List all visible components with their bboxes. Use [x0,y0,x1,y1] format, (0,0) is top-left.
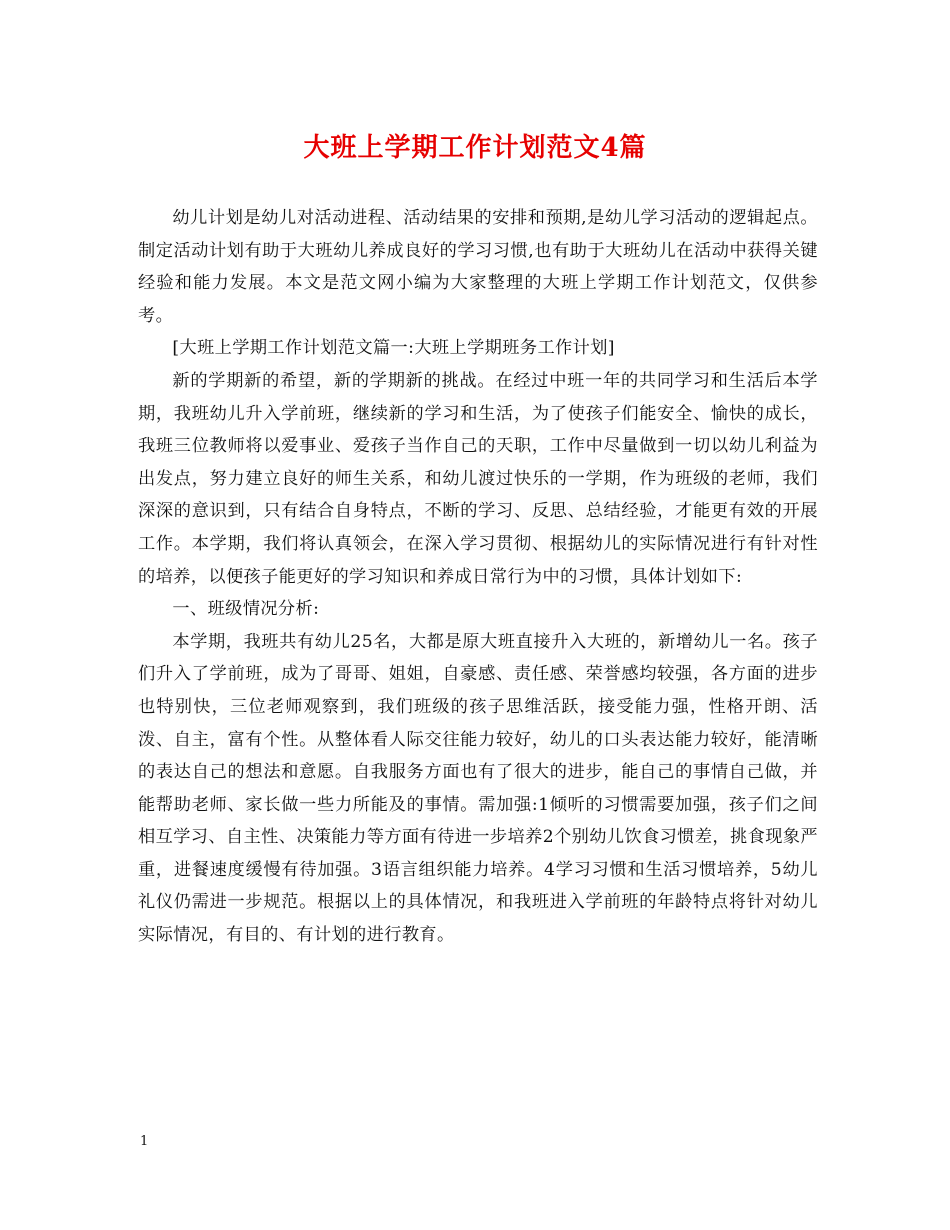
document-title: 大班上学期工作计划范文4篇 [303,133,647,163]
document-body [138,202,818,952]
paragraph-plan-intro: 新的学期新的希望，新的学期新的挑战。在经过中班一年的共同学习和生活后本学期，我班幼儿升入学前班，继续新的学习和生活，为了使孩子们能安全、愉快的成长，我班三位教师将以爱事业、爱孩子当作自己的天职，工作中尽量做到一切以幼儿利益为出发点，努力建立良好的师生关系，和幼儿渡过快乐的一学期，作为班级的老师，我们深深的意识到，只有结合自身特点，不断的学习、反思、总结经验，才能更有效的开展工作。本学期，我们将认真领会，在深入学习贯彻、根据幼儿的实际情况进行有针对性的培养，以便孩子能更好的学习知识和养成日常行为中的习惯，具体计划如下: [138,370,818,587]
page-number: 1 [140,1134,149,1149]
paragraph-intro: 幼儿计划是幼儿对活动进程、活动结果的安排和预期,是幼儿学习活动的逻辑起点。制定活动计划有助于大班幼儿养成良好的学习习惯,也有助于大班幼儿在活动中获得关键经验和能力发展。本文是范文网小编为大家整理的大班上学期工作计划范文，仅供参考。 [138,208,818,326]
paragraph-class-analysis: 本学期，我班共有幼儿25名，大都是原大班直接升入大班的，新增幼儿一名。孩子们升入了学前班，成为了哥哥、姐姐，自豪感、责任感、荣誉感均较强，各方面的进步也特别快，三位老师观察到，我们班级的孩子思维活跃，接受能力强，性格开朗、活泼、自主，富有个性。从整体看人际交往能力较好，幼儿的口头表达能力较好，能清晰的表达自己的想法和意愿。自我服务方面也有了很大的进步，能自己的事情自己做，并能帮助老师、家长做一些力所能及的事情。需加强:1倾听的习惯需要加强，孩子们之间相互学习、自主性、决策能力等方面有待进一步培养2个别幼儿饮食习惯差，挑食现象严重，进餐速度缓慢有待加强。3语言组织能力培养。4学习习惯和生活习惯培养，5幼儿礼仪仍需进一步规范。根据以上的具体情况，和我班进入学前班的年龄特点将针对幼儿实际情况，有目的、有计划的进行教育。 [138,631,818,946]
paragraph-section-heading: [大班上学期工作计划范文篇一:大班上学期班务工作计划] [172,338,615,359]
paragraph-class-analysis-heading: 一、班级情况分析: [172,599,320,620]
